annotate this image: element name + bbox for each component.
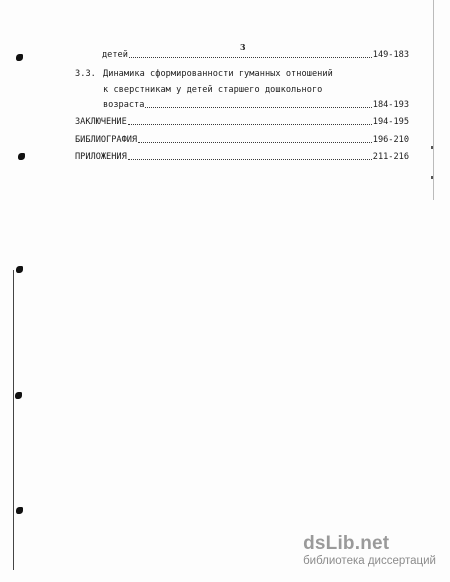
scan-speck (431, 176, 433, 179)
toc-entry-conclusion (75, 115, 409, 127)
dot-leader (145, 106, 371, 108)
toc-entry-label: БИБЛИОГРАФИЯ (75, 135, 138, 145)
right-edge-shadow (433, 0, 434, 200)
toc-entry-label: ЗАКЛЮЧЕНИЕ (75, 117, 127, 127)
toc-entry-33-line2: к сверстникам у детей старшего дошкольного (103, 85, 323, 95)
toc-entry-bibliography (75, 133, 409, 145)
toc-entry-33-line1: Динамика сформированности гуманных отношений (103, 69, 333, 79)
toc-entry-appendices (75, 150, 409, 162)
toc-entry-pages: 194-195 (372, 117, 409, 127)
dot-leader (128, 123, 372, 125)
dslib-watermark (303, 534, 436, 568)
binder-hole-mark (16, 507, 23, 514)
watermark-brand: dsLib.net (303, 533, 390, 554)
toc-entry-33-number: 3.3. (75, 69, 96, 79)
toc-entry-label: детей (102, 50, 128, 60)
toc-entry-pages: 149-183 (372, 50, 409, 60)
binder-hole-mark (15, 392, 22, 399)
page-number: 3 (240, 42, 246, 52)
dot-leader (138, 141, 372, 143)
toc-entry-label: ПРИЛОЖЕНИЯ (75, 152, 127, 162)
watermark-tagline: библиотека диссертаций (303, 555, 436, 567)
toc-entry-33-last-line (103, 98, 409, 110)
toc-entry-pages: 184-193 (372, 100, 409, 110)
toc-entry-pages: 196-210 (372, 135, 409, 145)
left-edge-shadow (13, 270, 14, 570)
binder-hole-mark (16, 266, 23, 273)
binder-hole-mark (16, 54, 23, 61)
dot-leader (128, 158, 372, 160)
toc-entry-pages: 211-216 (372, 152, 409, 162)
toc-entry-label: возраста (103, 100, 145, 110)
toc-entry-detey (102, 48, 409, 60)
binder-hole-mark (18, 153, 25, 160)
scan-speck (431, 146, 433, 149)
dot-leader (129, 56, 372, 58)
